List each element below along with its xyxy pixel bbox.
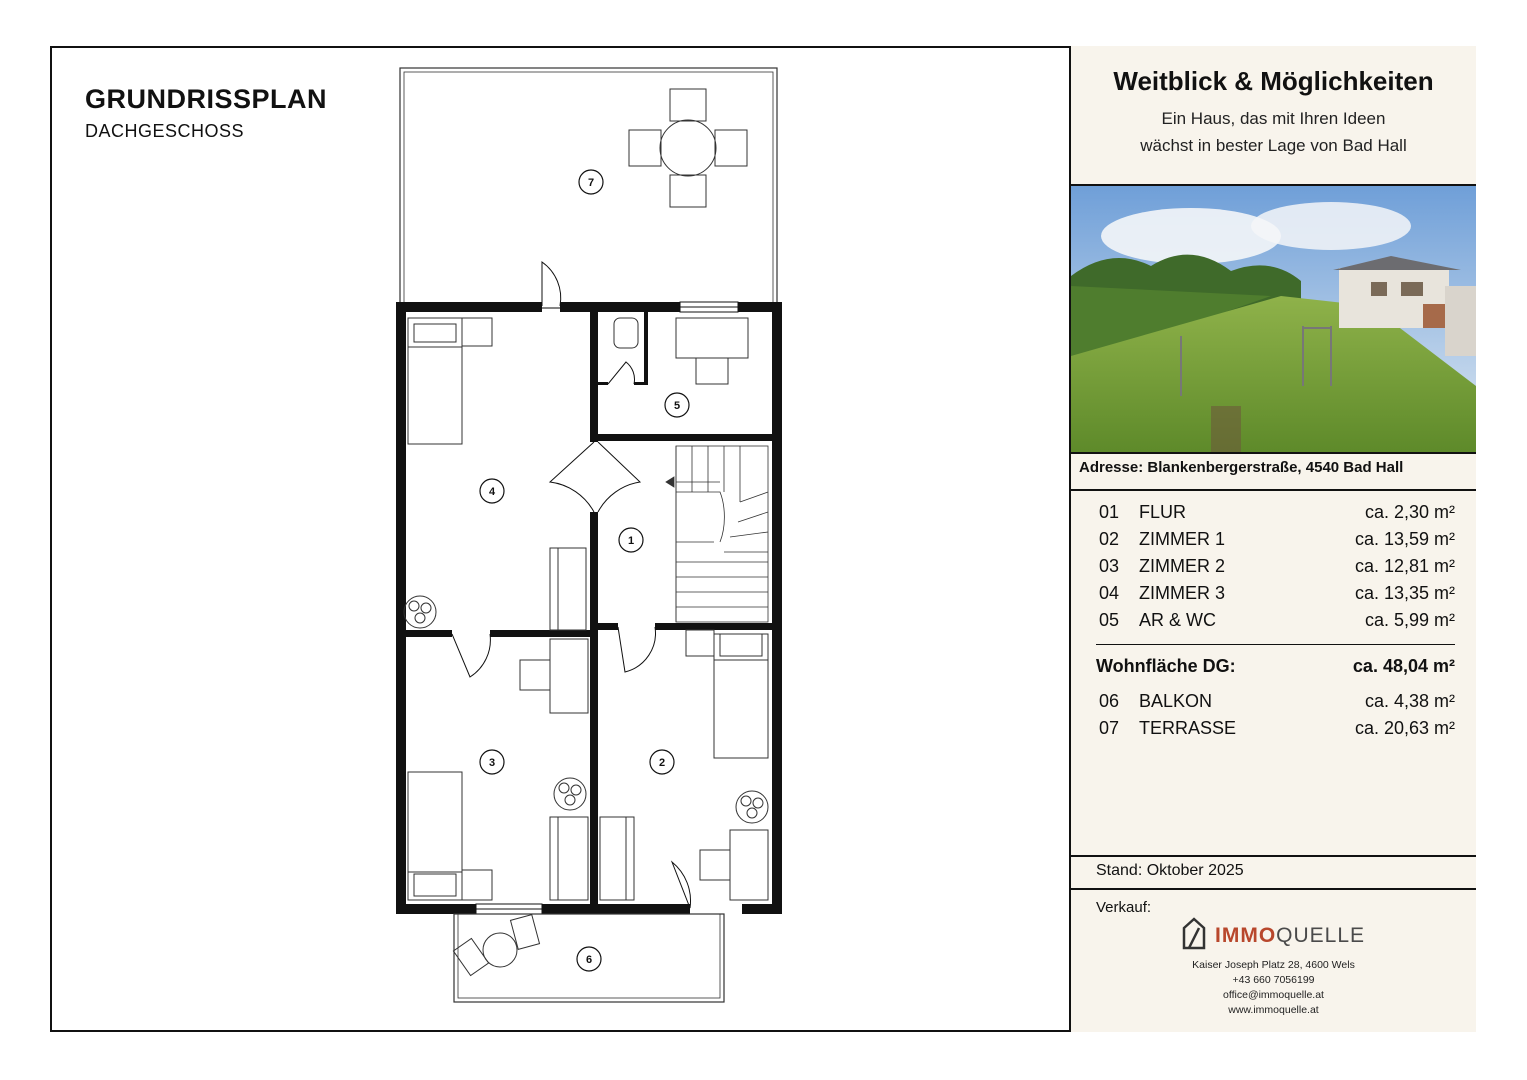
room-number: 04 [1099,583,1120,603]
room-name: AR & WC [1139,610,1217,630]
room-label-5: 5 [673,400,681,412]
room-number: 05 [1099,610,1120,630]
plan-title: GRUNDRISSPLAN [85,84,328,114]
sidebar-title: Weitblick & Möglichkeiten [1113,66,1434,96]
room-area: ca. 12,81 m² [1354,556,1455,576]
room-row [1099,529,1455,553]
sidebar-header [1071,46,1476,184]
total-area: ca. 48,04 m² [1352,656,1455,676]
sidebar-lead-line2: wächst in bester Lage von Bad Hall [1140,136,1407,155]
room-number: 03 [1099,556,1120,576]
balcony-table-icon [453,915,539,976]
room-name: BALKON [1139,691,1213,711]
contact-address: Kaiser Joseph Platz 28, 4600 Wels [1192,959,1355,971]
info-sidebar [1069,46,1476,1032]
house-logo-icon [1181,916,1207,950]
outdoor-row [1099,718,1455,742]
room-name: ZIMMER 2 [1139,556,1226,576]
sidebar-lead [1071,105,1476,159]
address-text: Adresse: Blankenbergerstraße, 4540 Bad Hall [1079,459,1404,476]
stand-date: Stand: Oktober 2025 [1096,862,1244,879]
room-number: 01 [1099,502,1120,522]
room-row [1099,583,1455,607]
divider [1071,489,1476,491]
room-area: ca. 20,63 m² [1354,718,1455,738]
contact-website[interactable]: www.immoquelle.at [1228,1004,1319,1016]
total-divider [1096,644,1455,645]
room-label-1: 1 [627,535,635,547]
room-name: ZIMMER 3 [1139,583,1226,603]
room-label-7: 7 [587,177,595,189]
verkauf-label: Verkauf: [1096,899,1152,916]
room-name: FLUR [1139,502,1187,522]
room-label-4: 4 [488,486,496,498]
room-area: ca. 5,99 m² [1364,610,1455,630]
property-photo [1071,184,1476,454]
room-area: ca. 2,30 m² [1364,502,1455,522]
logo-text: IMMOQUELLE [1215,924,1366,947]
room-area: ca. 4,38 m² [1364,691,1455,711]
room-label-6: 6 [585,954,593,966]
floor-plan [380,62,800,1012]
room-row [1099,556,1455,580]
contact-phone: +43 660 7056199 [1232,974,1315,986]
room-row [1099,610,1455,634]
immoquelle-logo [1181,916,1381,954]
room-label-3: 3 [488,757,496,769]
plan-subtitle: DACHGESCHOSS [85,121,245,141]
contact-email[interactable]: office@immoquelle.at [1223,989,1324,1001]
room-name: TERRASSE [1139,718,1237,738]
outdoor-row [1099,691,1455,715]
room-area: ca. 13,59 m² [1354,529,1455,549]
total-label: Wohnfläche DG: [1096,656,1236,676]
room-label-2: 2 [658,757,666,769]
room-number: 06 [1099,691,1120,711]
room-name: ZIMMER 1 [1139,529,1226,549]
sidebar-lead-line1: Ein Haus, das mit Ihren Ideen [1161,109,1386,128]
room-row [1099,502,1455,526]
room-area: ca. 13,35 m² [1354,583,1455,603]
room-number: 02 [1099,529,1120,549]
divider [1071,855,1476,857]
room-number: 07 [1099,718,1120,738]
terrace-table-icon [629,89,747,207]
contact-block [1071,958,1476,1018]
living-area-total [1096,656,1455,677]
divider [1071,888,1476,890]
